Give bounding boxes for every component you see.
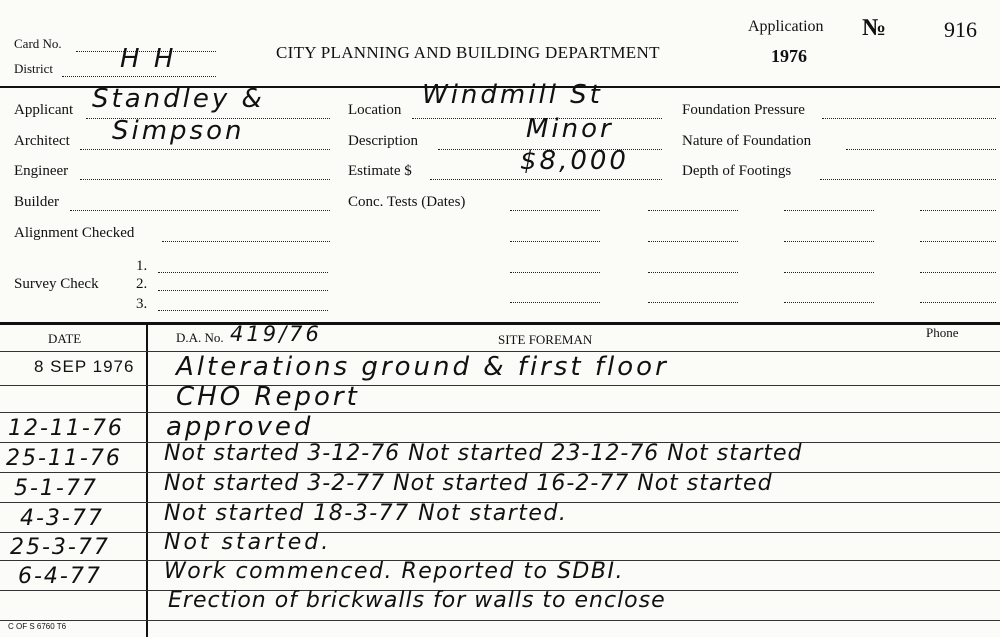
district-line (62, 76, 216, 77)
log-date: 8 SEP 1976 (34, 357, 135, 376)
estimate-value: $8,000 (520, 146, 629, 176)
conc-line (510, 272, 600, 273)
description-value: Minor (526, 114, 614, 144)
conc-line (784, 302, 874, 303)
depth-footings-line (820, 179, 996, 180)
architect-label: Architect (14, 133, 70, 149)
district-value: H H (120, 44, 177, 74)
nature-foundation-line (846, 149, 996, 150)
log-rule (0, 620, 1000, 621)
log-date: 25-3-77 (10, 535, 110, 560)
conc-tests-label: Conc. Tests (Dates) (348, 194, 466, 210)
applicant-value: Standley & (92, 84, 265, 114)
log-rule (0, 412, 1000, 413)
conc-line (920, 272, 996, 273)
log-date-header: DATE (48, 331, 82, 346)
alignment-label: Alignment Checked (14, 225, 135, 241)
log-entry: Work commenced. Reported to SDBI. (164, 559, 624, 584)
form-code: C OF S 6760 T6 (8, 622, 67, 631)
log-entry: approved (166, 412, 314, 442)
log-rule (0, 532, 1000, 533)
conc-line (510, 302, 600, 303)
survey-item-2: 2. (136, 276, 148, 292)
nature-foundation-label: Nature of Foundation (682, 133, 812, 149)
conc-line (784, 210, 874, 211)
conc-line (920, 210, 996, 211)
location-label: Location (348, 102, 402, 118)
conc-line (648, 302, 738, 303)
log-entry: Not started 18-3-77 Not started. (164, 501, 568, 526)
da-no-label: D.A. No. (176, 330, 224, 345)
survey-item-3: 3. (136, 296, 148, 312)
district-label: District (14, 61, 53, 76)
survey-item-1: 1. (136, 258, 148, 274)
log-entry: Alterations ground & first floor (176, 352, 669, 382)
conc-line (648, 272, 738, 273)
log-date: 12-11-76 (8, 416, 124, 441)
survey-line-3 (158, 310, 328, 311)
estimate-line (430, 179, 662, 180)
application-year: 1976 (771, 46, 807, 66)
log-date: 5-1-77 (14, 476, 98, 501)
conc-line (784, 241, 874, 242)
log-rule (0, 385, 1000, 386)
log-date: 6-4-77 (18, 564, 102, 589)
phone-label: Phone (926, 325, 959, 340)
log-entry: Erection of brickwalls for walls to enclose (168, 588, 666, 613)
application-number: 916 (944, 17, 977, 42)
location-value: Windmill St (422, 80, 603, 110)
architect-line (80, 149, 330, 150)
alignment-line (162, 241, 330, 242)
log-entry: Not started. (164, 530, 332, 555)
log-top-border (0, 322, 1000, 325)
architect-value: Simpson (112, 116, 245, 146)
description-label: Description (348, 133, 418, 149)
log-entry: Not started 3-2-77 Not started 16-2-77 Not started (164, 471, 773, 496)
number-sign: № (862, 15, 887, 41)
site-foreman-label: SITE FOREMAN (498, 332, 593, 347)
card-no-label: Card No. (14, 36, 62, 51)
log-entry: Not started 3-12-76 Not started 23-12-76 Not started (164, 441, 803, 466)
applicant-label: Applicant (14, 102, 74, 118)
survey-check-label: Survey Check (14, 276, 99, 292)
conc-line (510, 241, 600, 242)
conc-line (784, 272, 874, 273)
department-title: CITY PLANNING AND BUILDING DEPARTMENT (276, 43, 660, 62)
conc-line (920, 241, 996, 242)
builder-label: Builder (14, 194, 59, 210)
foundation-pressure-line (822, 118, 996, 119)
builder-line (70, 210, 330, 211)
conc-line (648, 241, 738, 242)
conc-line (920, 302, 996, 303)
survey-line-2 (158, 290, 328, 291)
foundation-pressure-label: Foundation Pressure (682, 102, 805, 118)
application-label: Application (748, 18, 824, 35)
log-date: 25-11-76 (6, 446, 122, 471)
conc-line (510, 210, 600, 211)
depth-footings-label: Depth of Footings (682, 163, 792, 179)
log-date: 4-3-77 (20, 506, 104, 531)
conc-line (648, 210, 738, 211)
engineer-line (80, 179, 330, 180)
estimate-label: Estimate $ (348, 163, 412, 179)
survey-line-1 (158, 272, 328, 273)
log-entry: CHO Report (176, 382, 360, 412)
da-no-value: 419/76 (230, 322, 322, 346)
engineer-label: Engineer (14, 163, 69, 179)
